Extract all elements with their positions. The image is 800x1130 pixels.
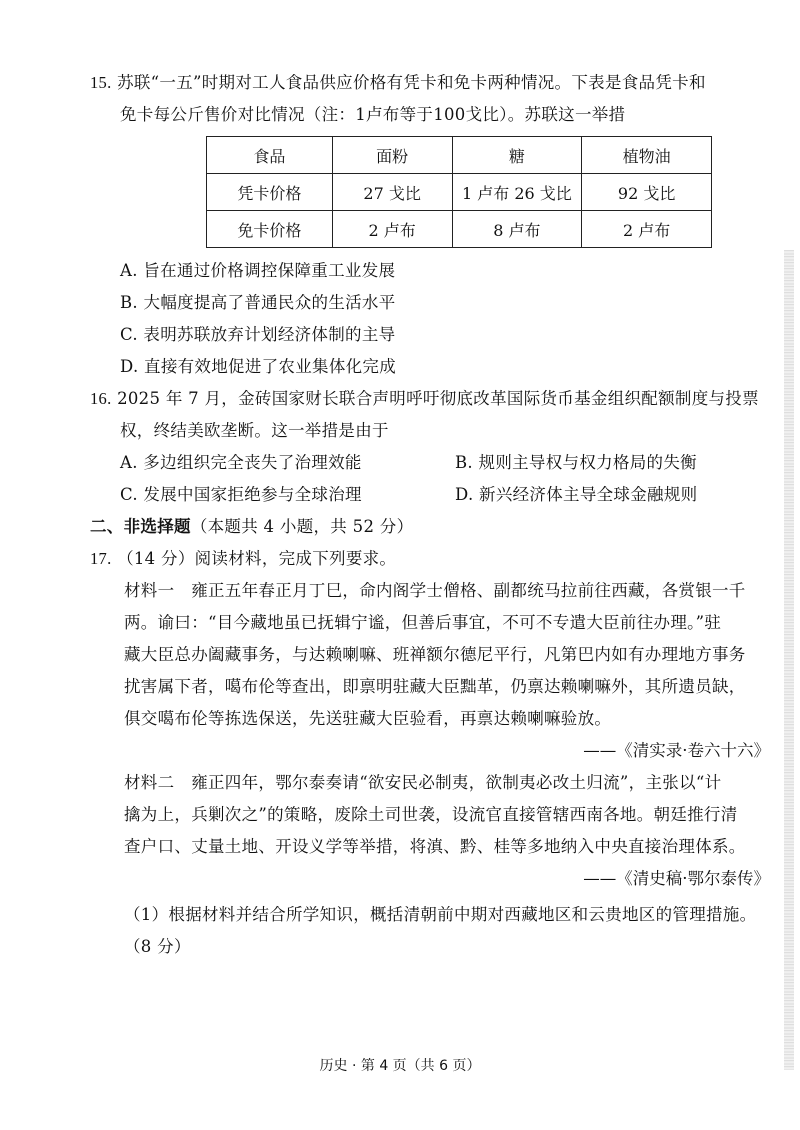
- table-row: [207, 211, 712, 248]
- table-cell: 免卡价格: [207, 211, 333, 248]
- q15-stem-text: 苏联“一五”时期对工人食品供应价格有凭卡和免卡两种情况。下表是食品凭卡和: [117, 73, 706, 92]
- material1-line: 两。谕曰：“目今藏地虽已抚辑宁谧，但善后事宜，不可不专遣大臣前往办理。”驻: [124, 613, 722, 632]
- table-header-cell: 糖: [452, 137, 582, 174]
- q15-stem-line2: 免卡每公斤售价对比情况（注：1卢布等于100戈比）。苏联这一举措: [120, 105, 626, 124]
- table-header-cell: 食品: [207, 137, 333, 174]
- q17-number: 17.: [90, 549, 112, 568]
- scan-edge-artifact: [784, 250, 794, 1070]
- price-table: [206, 136, 712, 248]
- table-cell: 92 戈比: [582, 174, 712, 211]
- q16-option-a: A. 多边组织完全丧失了治理效能: [120, 453, 362, 472]
- material1-line: 材料一 雍正五年春正月丁巳，命内阁学士僧格、副都统马拉前往西藏，各赏银一千: [124, 581, 746, 600]
- table-cell: 1 卢布 26 戈比: [452, 174, 582, 211]
- table-header-row: [207, 137, 712, 174]
- q15-option-c: C. 表明苏联放弃计划经济体制的主导: [120, 325, 396, 344]
- table-cell: 凭卡价格: [207, 174, 333, 211]
- section-title: 二、非选择题: [90, 517, 191, 536]
- table-cell: 2 卢布: [582, 211, 712, 248]
- q15-option-d: D. 直接有效地促进了农业集体化完成: [120, 357, 397, 376]
- q17-subquestion-1-score: （8 分）: [124, 937, 191, 956]
- material1-line: 藏大臣总办阖藏事务，与达赖喇嘛、班禅额尔德尼平行，凡第巴内如有办理地方事务: [124, 645, 746, 664]
- q16-number: 16.: [90, 389, 112, 408]
- table-header-cell: 植物油: [582, 137, 712, 174]
- table-cell: 27 戈比: [332, 174, 452, 211]
- q15-stem-line1: [90, 72, 706, 94]
- q16-stem-line2: 权，终结美欧垄断。这一举措是由于: [120, 421, 389, 440]
- q15-number: 15.: [90, 73, 112, 92]
- q17-subquestion-1: （1）根据材料并结合所学知识，概括清朝前中期对西藏地区和云贵地区的管理措施。: [124, 905, 757, 924]
- table-cell: 2 卢布: [332, 211, 452, 248]
- q16-stem-text: 2025 年 7 月，金砖国家财长联合声明呼吁彻底改革国际货币基金组织配额制度与投票: [117, 389, 759, 408]
- material2-line: 擒为上，兵剿次之”的策略，废除土司世袭，设流官直接管辖西南各地。朝廷推行清: [124, 805, 738, 824]
- section-note: （本题共 4 小题，共 52 分）: [190, 517, 414, 536]
- table-cell: 8 卢布: [452, 211, 582, 248]
- q16-option-d: D. 新兴经济体主导全球金融规则: [455, 485, 698, 504]
- q17-stem-text: （14 分）阅读材料，完成下列要求。: [117, 549, 397, 568]
- material2-source: ——《清史稿·鄂尔泰传》: [583, 869, 770, 888]
- q16-stem-line1: [90, 388, 759, 410]
- q16-option-b: B. 规则主导权与权力格局的失衡: [455, 453, 697, 472]
- section-heading: [90, 516, 413, 538]
- material1-line: 俱交噶布伦等拣选保送，先送驻藏大臣验看，再禀达赖喇嘛验放。: [124, 709, 612, 728]
- table-header-cell: 面粉: [332, 137, 452, 174]
- q15-option-b: B. 大幅度提高了普通民众的生活水平: [120, 293, 396, 312]
- material2-line: 查户口、丈量土地、开设义学等举措，将滇、黔、桂等多地纳入中央直接治理体系。: [124, 837, 746, 856]
- material1-source: ——《清实录·卷六十六》: [583, 741, 770, 760]
- page-footer: 历史 · 第 4 页（共 6 页）: [319, 1058, 481, 1074]
- q17-stem: [90, 548, 396, 570]
- material2-line: 材料二 雍正四年，鄂尔泰奏请“欲安民必制夷，欲制夷必改土归流”，主张以“计: [124, 773, 722, 792]
- table-row: [207, 174, 712, 211]
- q15-option-a: A. 旨在通过价格调控保障重工业发展: [120, 261, 396, 280]
- material1-line: 扰害属下者，噶布伦等查出，即禀明驻藏大臣黜革，仍禀达赖喇嘛外，其所遗员缺，: [124, 677, 746, 696]
- q16-option-c: C. 发展中国家拒绝参与全球治理: [120, 485, 362, 504]
